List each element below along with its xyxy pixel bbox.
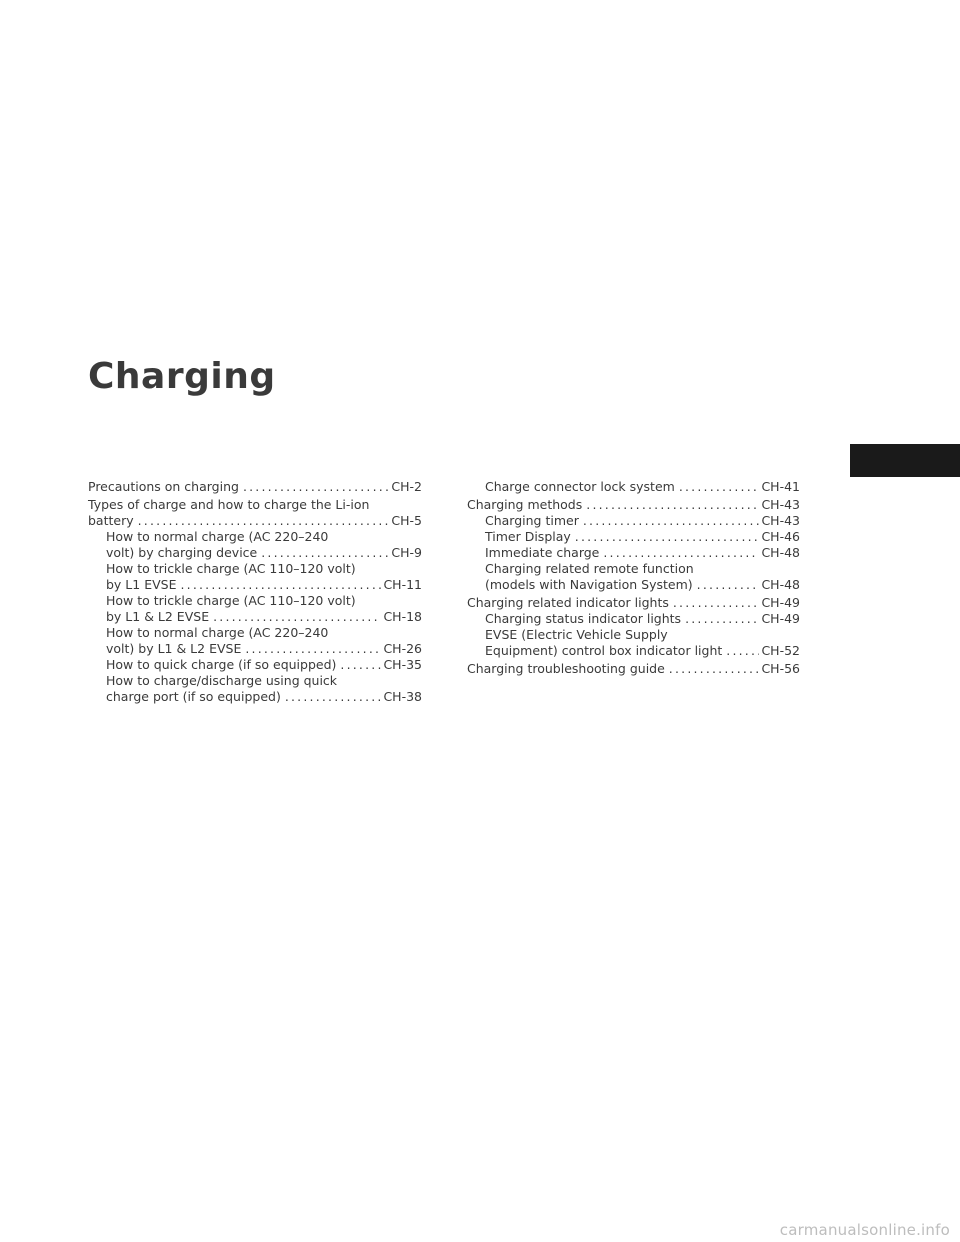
toc-leader-dots <box>697 577 760 593</box>
toc-entry-text: Charge connector lock system <box>485 479 675 494</box>
toc-leader-dots <box>586 497 759 513</box>
toc-entry[interactable] <box>467 545 800 561</box>
toc-leader-dots <box>243 479 389 495</box>
toc-entry[interactable] <box>467 661 800 677</box>
toc-page-number: CH-35 <box>383 657 422 672</box>
toc-entry[interactable] <box>88 561 422 593</box>
toc-page-number: CH-43 <box>761 513 800 528</box>
toc-entry[interactable] <box>88 657 422 673</box>
toc-leader-dots <box>245 641 381 657</box>
toc-entry[interactable] <box>88 529 422 561</box>
toc-leader-dots <box>603 545 759 561</box>
toc-entry-text: How to charge/discharge using quick <box>106 673 338 688</box>
toc-entry-text: EVSE (Electric Vehicle Supply <box>485 627 668 642</box>
toc-entry[interactable] <box>467 627 800 659</box>
toc-entry-text: charge port (if so equipped) <box>106 689 281 704</box>
chapter-tab <box>850 444 960 477</box>
toc-entry-text: volt) by L1 & L2 EVSE <box>106 641 242 656</box>
toc-left-column <box>88 479 422 705</box>
toc-right-column <box>467 479 800 677</box>
toc-entry-text: battery <box>88 513 134 528</box>
toc-entry-text: Equipment) control box indicator light <box>485 643 723 658</box>
toc-entry[interactable] <box>88 673 422 705</box>
toc-entry-text: Immediate charge <box>485 545 600 560</box>
toc-page-number: CH-49 <box>761 611 800 626</box>
toc-entry[interactable] <box>88 625 422 657</box>
toc-entry-text: Charging status indicator lights <box>485 611 682 626</box>
toc-page-number: CH-2 <box>391 479 422 494</box>
toc-page-number: CH-56 <box>761 661 800 676</box>
toc-page-number: CH-5 <box>391 513 422 528</box>
toc-entry-text: Charging related indicator lights <box>467 595 669 610</box>
toc-page-number: CH-41 <box>761 479 800 494</box>
toc-entry-text: How to quick charge (if so equipped) <box>106 657 337 672</box>
toc-page-number: CH-18 <box>383 609 422 624</box>
toc-entry-text: Types of charge and how to charge the Li-ion <box>88 497 370 512</box>
toc-leader-dots <box>583 513 760 529</box>
toc-entry-text: Timer Display <box>485 529 571 544</box>
toc-entry-text: volt) by charging device <box>106 545 258 560</box>
toc-page-number: CH-26 <box>383 641 422 656</box>
toc-leader-dots <box>575 529 760 545</box>
toc-entry[interactable] <box>88 497 422 529</box>
toc-entry-text: Charging troubleshooting guide <box>467 661 665 676</box>
toc-entry[interactable] <box>467 595 800 611</box>
toc-leader-dots <box>180 577 381 593</box>
toc-entry-text: Charging related remote function <box>485 561 694 576</box>
toc-leader-dots <box>673 595 760 611</box>
toc-page-number: CH-46 <box>761 529 800 544</box>
toc-entry[interactable] <box>467 561 800 593</box>
toc-entry-text: Charging timer <box>485 513 579 528</box>
watermark: carmanualsonline.info <box>779 1221 950 1239</box>
toc-entry-text: How to trickle charge (AC 110–120 volt) <box>106 593 356 608</box>
chapter-title: Charging <box>88 356 276 397</box>
toc-entry[interactable] <box>467 513 800 529</box>
toc-entry-text: Charging methods <box>467 497 583 512</box>
toc-leader-dots <box>213 609 381 625</box>
toc-page-number: CH-9 <box>391 545 422 560</box>
toc-page-number: CH-11 <box>383 577 422 592</box>
toc-entry[interactable] <box>88 479 422 495</box>
toc-entry[interactable] <box>88 593 422 625</box>
toc-entry[interactable] <box>467 479 800 495</box>
toc-entry-text: by L1 & L2 EVSE <box>106 609 210 624</box>
toc-leader-dots <box>685 611 759 627</box>
toc-leader-dots <box>261 545 389 561</box>
toc-entry[interactable] <box>467 529 800 545</box>
toc-page-number: CH-48 <box>761 545 800 560</box>
toc-entry-text: How to normal charge (AC 220–240 <box>106 625 329 640</box>
toc-entry[interactable] <box>467 497 800 513</box>
toc-leader-dots <box>679 479 760 495</box>
toc-leader-dots <box>285 689 382 705</box>
toc-page-number: CH-48 <box>761 577 800 592</box>
toc-page-number: CH-49 <box>761 595 800 610</box>
toc-leader-dots <box>340 657 381 673</box>
toc-entry-text: How to trickle charge (AC 110–120 volt) <box>106 561 356 576</box>
toc-entry-text: by L1 EVSE <box>106 577 177 592</box>
toc-page-number: CH-52 <box>761 643 800 658</box>
toc-leader-dots <box>726 643 759 659</box>
toc-entry[interactable] <box>467 611 800 627</box>
toc-entry-text: (models with Navigation System) <box>485 577 693 592</box>
toc-entry-text: Precautions on charging <box>88 479 239 494</box>
toc-page-number: CH-38 <box>383 689 422 704</box>
toc-leader-dots <box>669 661 760 677</box>
toc-leader-dots <box>138 513 390 529</box>
toc-entry-text: How to normal charge (AC 220–240 <box>106 529 329 544</box>
toc-page-number: CH-43 <box>761 497 800 512</box>
